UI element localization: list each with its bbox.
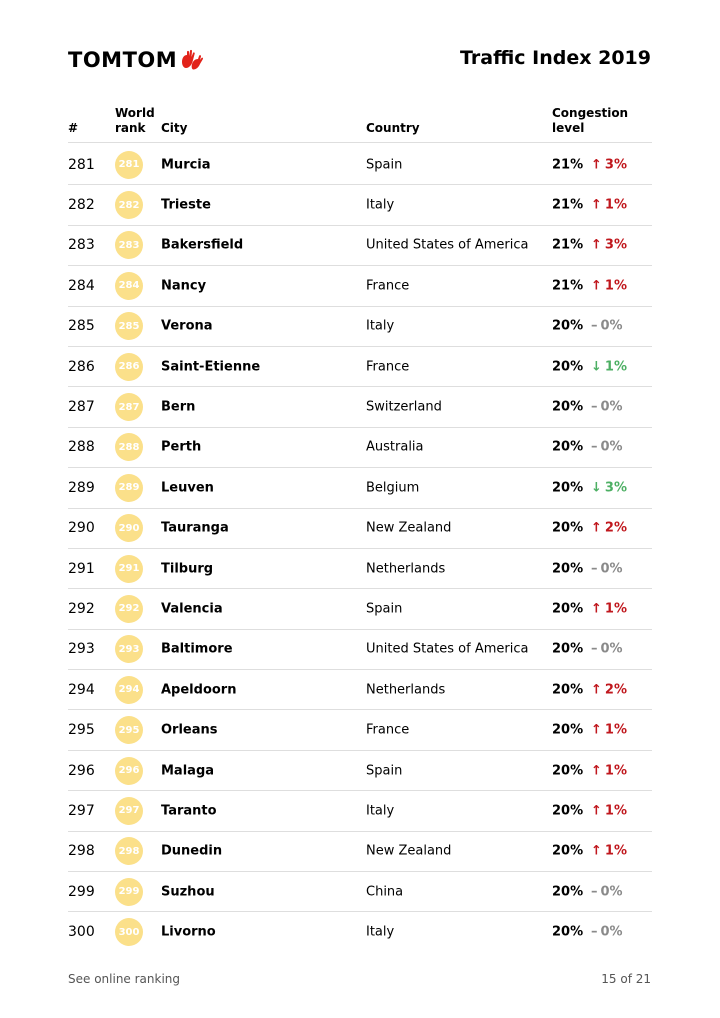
change-value: 1%	[604, 763, 627, 779]
congestion-change	[591, 198, 627, 213]
dash-icon: –	[591, 884, 598, 900]
world-rank-badge: 300	[115, 918, 143, 946]
arrow-up-icon: ↑	[591, 682, 602, 698]
table-row	[68, 468, 652, 508]
congestion-level: 20%	[552, 763, 584, 779]
table-row	[68, 912, 652, 951]
city-name: Tauranga	[161, 520, 229, 536]
change-value: 2%	[604, 682, 627, 698]
city-name: Murcia	[161, 157, 211, 173]
row-number: 293	[68, 641, 95, 658]
row-number: 290	[68, 520, 95, 537]
congestion-change	[591, 601, 627, 616]
congestion-level: 20%	[552, 641, 584, 657]
city-name: Baltimore	[161, 641, 233, 657]
country-name: Spain	[366, 601, 403, 617]
city-name: Suzhou	[161, 884, 215, 900]
world-rank-badge: 293	[115, 635, 143, 663]
city-name: Saint-Etienne	[161, 359, 261, 375]
table-row	[68, 307, 652, 347]
arrow-up-icon: ↑	[591, 237, 602, 253]
city-name: Verona	[161, 318, 213, 334]
congestion-change	[591, 925, 623, 940]
change-value: 0%	[600, 439, 623, 455]
congestion-change	[591, 521, 627, 536]
world-rank-badge: 285	[115, 312, 143, 340]
table-row	[68, 630, 652, 670]
congestion-change	[591, 682, 627, 697]
congestion-change	[591, 238, 627, 253]
change-value: 0%	[600, 641, 623, 657]
congestion-level: 20%	[552, 561, 584, 577]
city-name: Dunedin	[161, 843, 223, 859]
city-name: Leuven	[161, 480, 214, 496]
congestion-level: 20%	[552, 803, 584, 819]
country-name: Italy	[366, 318, 395, 334]
world-rank-badge: 290	[115, 514, 143, 542]
row-number: 283	[68, 237, 95, 254]
congestion-change	[591, 319, 623, 334]
world-rank-badge: 289	[115, 474, 143, 502]
congestion-level: 20%	[552, 884, 584, 900]
page-title: Traffic Index 2019	[460, 47, 651, 69]
congestion-level: 21%	[552, 197, 584, 213]
world-rank-badge: 296	[115, 757, 143, 785]
congestion-change	[591, 359, 627, 374]
congestion-level: 20%	[552, 682, 584, 698]
world-rank-badge: 287	[115, 393, 143, 421]
row-number: 284	[68, 277, 95, 294]
table-row	[68, 872, 652, 912]
country-name: Italy	[366, 197, 395, 213]
congestion-level: 20%	[552, 359, 584, 375]
world-rank-badge: 297	[115, 797, 143, 825]
row-number: 286	[68, 358, 95, 375]
change-value: 3%	[604, 237, 627, 253]
world-rank-badge: 284	[115, 272, 143, 300]
ranking-table	[68, 145, 652, 952]
row-number: 288	[68, 439, 95, 456]
congestion-level: 20%	[552, 318, 584, 334]
country-name: Spain	[366, 763, 403, 779]
change-value: 0%	[600, 884, 623, 900]
table-row	[68, 549, 652, 589]
dash-icon: –	[591, 318, 598, 334]
city-name: Bakersfield	[161, 237, 244, 253]
change-value: 2%	[604, 520, 627, 536]
change-value: 0%	[600, 399, 623, 415]
city-name: Malaga	[161, 763, 215, 779]
col-header-num: #	[68, 121, 79, 135]
world-rank-badge: 286	[115, 353, 143, 381]
congestion-level: 20%	[552, 601, 584, 617]
change-value: 1%	[604, 722, 627, 738]
congestion-level: 20%	[552, 480, 584, 496]
change-value: 1%	[604, 843, 627, 859]
congestion-level: 20%	[552, 439, 584, 455]
world-rank-badge: 281	[115, 151, 143, 179]
arrow-down-icon: ↓	[591, 359, 602, 375]
congestion-change	[591, 440, 623, 455]
country-name: United States of America	[366, 237, 529, 253]
country-name: Australia	[366, 439, 424, 455]
arrow-up-icon: ↑	[591, 278, 602, 294]
country-name: France	[366, 359, 410, 375]
table-row	[68, 428, 652, 468]
change-value: 0%	[600, 318, 623, 334]
dash-icon: –	[591, 561, 598, 577]
dash-icon: –	[591, 399, 598, 415]
dash-icon: –	[591, 439, 598, 455]
congestion-change	[591, 884, 623, 899]
table-row	[68, 185, 652, 225]
congestion-level: 21%	[552, 157, 584, 173]
congestion-change	[591, 278, 627, 293]
congestion-change	[591, 763, 627, 778]
city-name: Apeldoorn	[161, 682, 237, 698]
change-value: 1%	[604, 803, 627, 819]
row-number: 282	[68, 197, 95, 214]
congestion-change	[591, 844, 627, 859]
arrow-up-icon: ↑	[591, 803, 602, 819]
city-name: Trieste	[161, 197, 211, 213]
country-name: Belgium	[366, 480, 420, 496]
country-name: Switzerland	[366, 399, 442, 415]
table-row	[68, 347, 652, 387]
congestion-change	[591, 157, 627, 172]
congestion-change	[591, 803, 627, 818]
change-value: 1%	[604, 278, 627, 294]
row-number: 292	[68, 600, 95, 617]
city-name: Taranto	[161, 803, 217, 819]
city-name: Perth	[161, 439, 202, 455]
table-row	[68, 226, 652, 266]
country-name: China	[366, 884, 404, 900]
country-name: Italy	[366, 803, 395, 819]
table-row	[68, 791, 652, 831]
tomtom-hands-icon	[179, 49, 203, 71]
congestion-level: 20%	[552, 722, 584, 738]
congestion-change	[591, 480, 627, 495]
congestion-change	[591, 561, 623, 576]
congestion-level: 20%	[552, 924, 584, 940]
col-header-country: Country	[366, 121, 420, 135]
change-value: 3%	[604, 480, 627, 496]
world-rank-badge: 298	[115, 837, 143, 865]
congestion-change	[591, 400, 623, 415]
city-name: Nancy	[161, 278, 207, 294]
country-name: Spain	[366, 157, 403, 173]
city-name: Valencia	[161, 601, 223, 617]
table-row	[68, 145, 652, 185]
col-header-city: City	[161, 121, 188, 135]
row-number: 294	[68, 681, 95, 698]
world-rank-badge: 283	[115, 231, 143, 259]
arrow-up-icon: ↑	[591, 157, 602, 173]
table-row	[68, 751, 652, 791]
arrow-up-icon: ↑	[591, 843, 602, 859]
congestion-level: 20%	[552, 520, 584, 536]
congestion-level: 20%	[552, 399, 584, 415]
logo-text: TOMTOM	[68, 48, 178, 72]
country-name: France	[366, 722, 410, 738]
table-row	[68, 670, 652, 710]
dash-icon: –	[591, 641, 598, 657]
world-rank-badge: 282	[115, 191, 143, 219]
table-row	[68, 589, 652, 629]
table-row	[68, 387, 652, 427]
city-name: Tilburg	[161, 561, 214, 577]
see-online-ranking-link[interactable]: See online ranking	[68, 972, 181, 986]
world-rank-badge: 292	[115, 595, 143, 623]
row-number: 287	[68, 399, 95, 416]
country-name: Netherlands	[366, 682, 446, 698]
change-value: 1%	[604, 359, 627, 375]
city-name: Bern	[161, 399, 196, 415]
row-number: 298	[68, 843, 95, 860]
change-value: 0%	[600, 561, 623, 577]
world-rank-badge: 294	[115, 676, 143, 704]
city-name: Livorno	[161, 924, 216, 940]
congestion-level: 20%	[552, 843, 584, 859]
congestion-change	[591, 723, 627, 738]
row-number: 285	[68, 318, 95, 335]
world-rank-badge: 291	[115, 555, 143, 583]
congestion-change	[591, 642, 623, 657]
table-row	[68, 710, 652, 750]
change-value: 1%	[604, 601, 627, 617]
row-number: 281	[68, 156, 95, 173]
arrow-up-icon: ↑	[591, 722, 602, 738]
row-number: 296	[68, 762, 95, 779]
row-number: 300	[68, 924, 95, 941]
arrow-down-icon: ↓	[591, 480, 602, 496]
dash-icon: –	[591, 924, 598, 940]
congestion-level: 21%	[552, 237, 584, 253]
row-number: 289	[68, 479, 95, 496]
country-name: Italy	[366, 924, 395, 940]
row-number: 297	[68, 802, 95, 819]
row-number: 299	[68, 883, 95, 900]
country-name: United States of America	[366, 641, 529, 657]
change-value: 0%	[600, 924, 623, 940]
arrow-up-icon: ↑	[591, 520, 602, 536]
arrow-up-icon: ↑	[591, 197, 602, 213]
col-header-congestion: Congestion level	[552, 106, 629, 135]
world-rank-badge: 299	[115, 878, 143, 906]
country-name: New Zealand	[366, 843, 452, 859]
arrow-up-icon: ↑	[591, 601, 602, 617]
row-number: 291	[68, 560, 95, 577]
table-row	[68, 832, 652, 872]
congestion-level: 21%	[552, 278, 584, 294]
table-row	[68, 266, 652, 306]
change-value: 3%	[604, 157, 627, 173]
city-name: Orleans	[161, 722, 218, 738]
country-name: France	[366, 278, 410, 294]
world-rank-badge: 295	[115, 716, 143, 744]
page-number: 15 of 21	[601, 972, 651, 986]
arrow-up-icon: ↑	[591, 763, 602, 779]
col-header-world-rank: World rank	[115, 106, 155, 135]
row-number: 295	[68, 722, 95, 739]
country-name: New Zealand	[366, 520, 452, 536]
tomtom-logo	[68, 47, 203, 73]
world-rank-badge: 288	[115, 433, 143, 461]
country-name: Netherlands	[366, 561, 446, 577]
table-header	[68, 106, 652, 143]
table-row	[68, 509, 652, 549]
change-value: 1%	[604, 197, 627, 213]
